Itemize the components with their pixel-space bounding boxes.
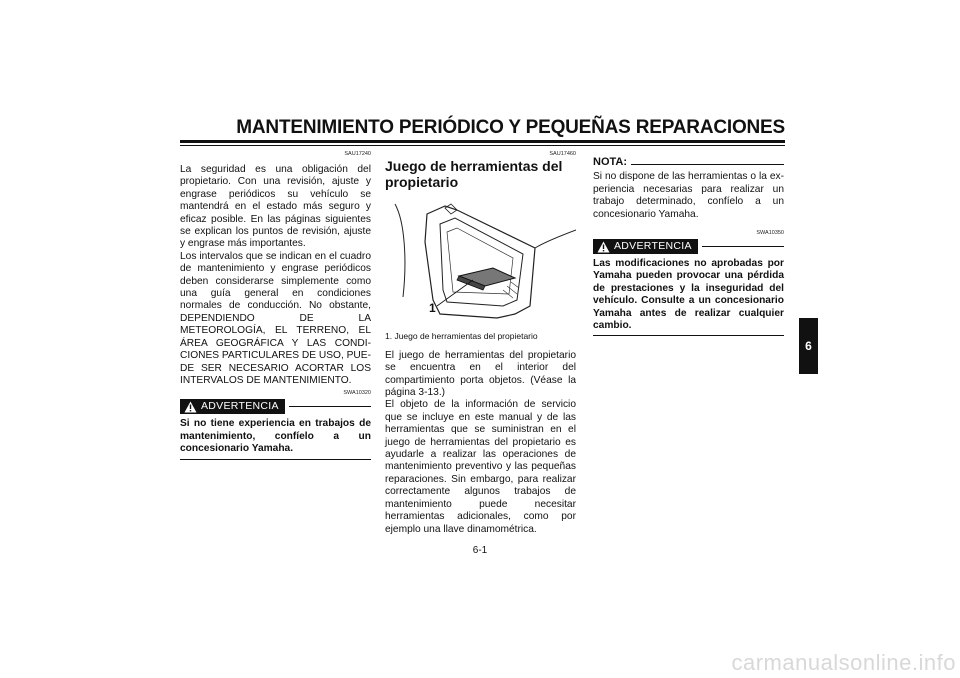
warning-triangle-icon [597,241,610,253]
warning-rule [289,406,371,407]
section-title: Juego de herramientas del propietario [385,158,563,190]
warning-badge [180,399,285,414]
warning-label: ADVERTENCIA [614,240,692,253]
intro-paragraph: La seguridad es una obligación del propietario. Con una revisión, ajuste y engrase periódicos su vehículo se mantendrá en el estado más seguro y eficaz posible. En las páginas siguientes se explican los puntos de revisión, ajuste y engrase más importantes. [180,164,371,250]
note-header [593,156,784,168]
warning-end-rule [593,335,784,336]
warning-rule [702,246,784,247]
toolkit-figure [385,202,576,320]
warning-badge [593,239,698,254]
header-rule-thin [180,145,785,146]
warning-header [593,239,784,254]
header-rule [180,140,785,143]
warning-code: SWA10350 [756,230,784,237]
note-label: NOTA: [593,156,628,168]
column-2 [385,150,576,536]
note-rule [631,164,784,165]
note-text: Si no dispone de las herramientas o la experiencia necesarias para realizar un trabajo determinado, confíelo a un concesionario Yamaha. [593,171,784,220]
warning-text: Las modificaciones no aprobadas por Yamaha pueden provocar una pérdida de prestaciones y la inseguridad del vehículo. Consulte a un concesionario Yamaha antes de realizar cualquier cambio. [593,258,784,332]
warning-code: SWA10320 [343,390,371,397]
chapter-tab: 6 [799,318,818,374]
figure-caption: 1. Juego de herramientas del propietario [385,331,538,342]
page-title: MANTENIMIENTO PERIÓDICO Y PEQUEÑAS REPARACIONES [236,117,785,138]
figure-callout-1: 1 [429,301,436,315]
toolkit-location-paragraph: El juego de herramientas del propietario se encuentra en el interior del compartimiento porta objetos. (Véase la página 3-13.) [385,349,576,399]
watermark: carmanualsonline.info [731,650,956,675]
warning-label: ADVERTENCIA [201,400,279,413]
warning-triangle-icon [184,401,197,413]
column-3 [593,156,784,336]
section-code: SAU17240 [344,151,371,157]
warning-text: Si no tiene experiencia en trabajos de mantenimiento, confíelo a un concesionario Yamaha. [180,418,371,455]
column-1 [180,150,371,460]
toolkit-purpose-paragraph: El objeto de la información de servicio que se incluye en este manual y de las herramientas que se suministran en el juego de herramientas del propietario es ayudarle a realizar las operaciones de mantenimiento preventivo y las pequeñas reparaciones. Sin embargo, para realizar correctamente algunos trabajos de mantenimiento puede necesitar herramientas adicionales, como por ejemplo una llave dinamométrica. [385,399,576,535]
warning-end-rule [180,459,371,460]
section-code: SAU17460 [549,151,576,157]
warning-header [180,399,371,414]
intervals-paragraph: Los intervalos que se indican en el cuadro de mantenimiento y engrase periódicos deben considerarse simplemente como una guía general en condiciones normales de conducción. No obstante, DEPENDIENDO DE LA METEOROLOGÍA, EL TERRENO, EL ÁREA GEOGRÁFICA Y LAS CONDICIONES PARTICULARES DE USO, PUEDE SER NECESARIO ACORTAR LOS INTERVALOS DE MANTENIMIENTO. [180,250,371,386]
page-number: 6-1 [472,545,488,556]
